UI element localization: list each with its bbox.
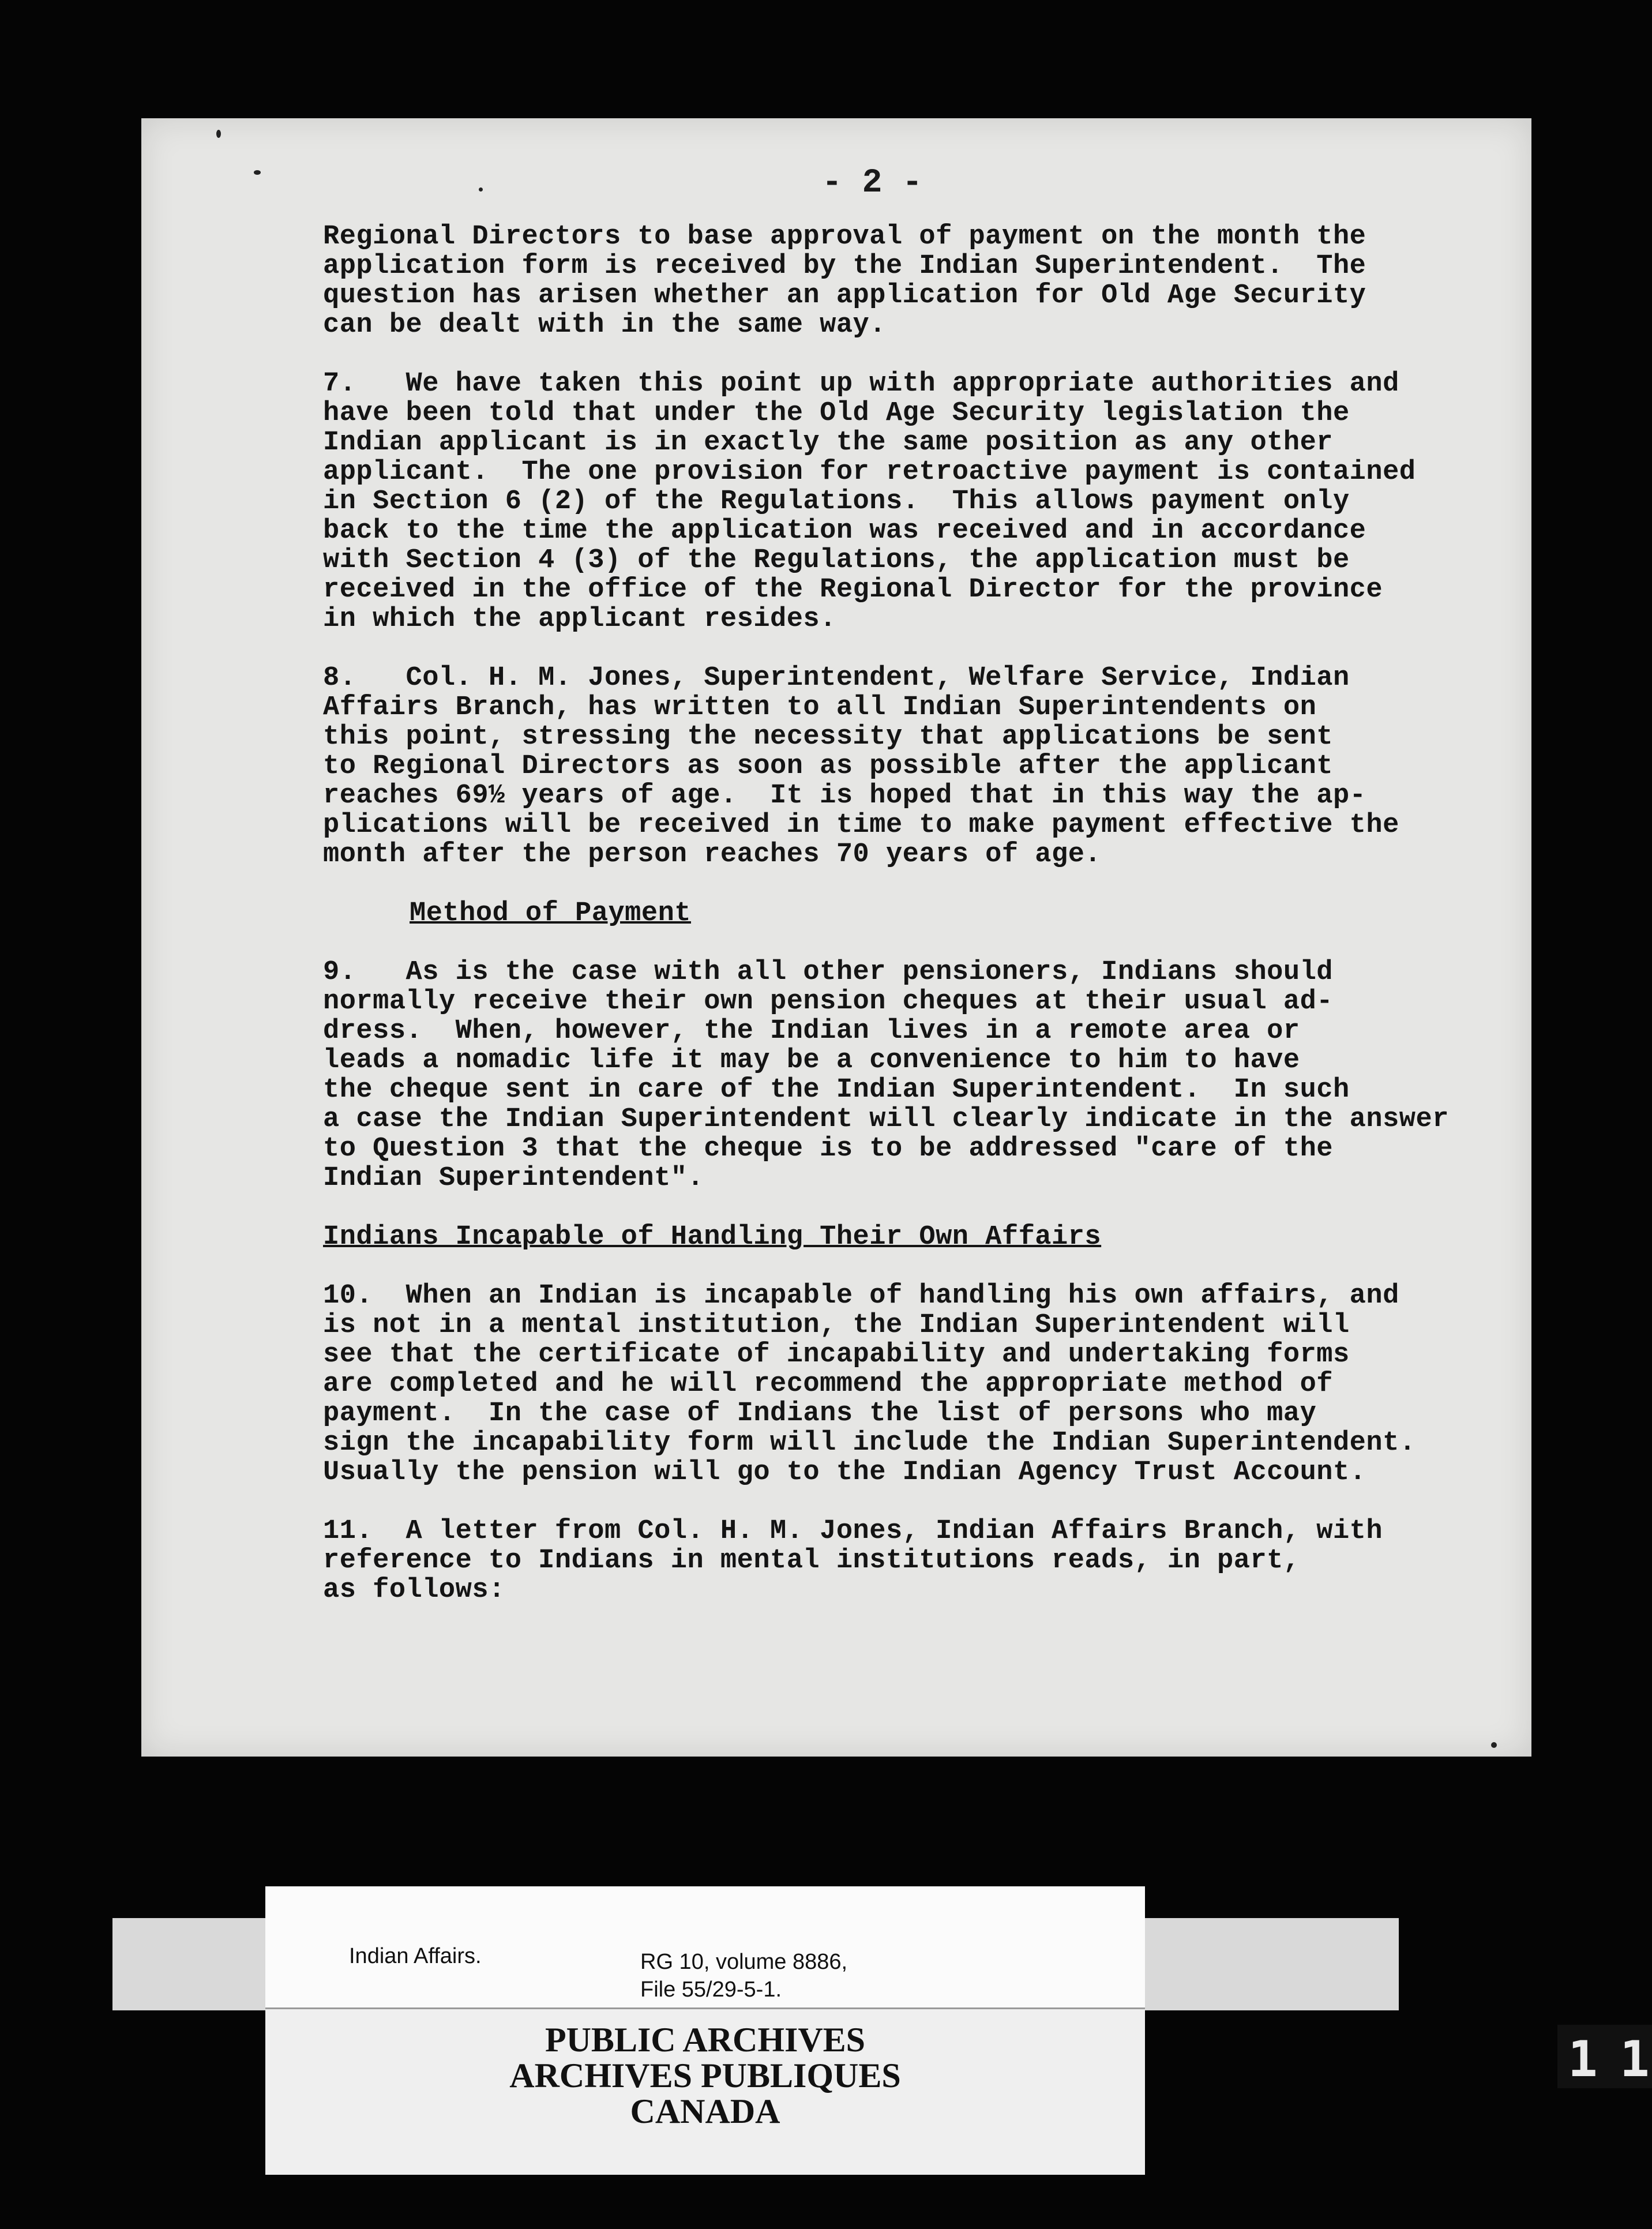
frame-counter [1557, 2025, 1652, 2088]
stamp-line-english: PUBLIC ARCHIVES [545, 2021, 866, 2059]
paragraph-8: 8. Col. H. M. Jones, Superintendent, Welfare Service, Indian Affairs Branch, has written to all Indian Superintendents on this point, stressing the necessity that applications be sent to Regional Directors as soon as possible after the applicant reaches 69½ years of age. It is hoped that in this way the ap- plications will be received in time to make payment effective the month after the person reaches 70 years of age. [323, 663, 1399, 870]
label-department: Indian Affairs. [349, 1944, 482, 1968]
label-reference-volume: RG 10, volume 8886, [640, 1950, 848, 1974]
stamp-line-country: CANADA [630, 2092, 780, 2130]
heading-method-of-payment: Method of Payment [410, 898, 691, 929]
stamp-line-french: ARCHIVES PUBLIQUES [509, 2057, 901, 2095]
film-speck [254, 170, 261, 175]
paragraph-9: 9. As is the case with all other pensioners, Indians should normally receive their own pension cheques at their usual ad- dress. When, however, the Indian lives in a remote area or leads a nomadic life it may be a convenience to him to have the cheque sent in care of the Indian Superintendent. In such a case the Indian Superintendent will clearly indicate in the answer to Question 3 that the cheque is to be addressed "care of the Indian Superintendent". [323, 957, 1449, 1194]
paragraph-7: 7. We have taken this point up with appropriate authorities and have been told that under the Old Age Security legislation the Indian applicant is in exactly the same position as any other applicant. The one provision for retroactive payment is contained in Section 6 (2) of the Regulations. This allows payment only back to the time the application was received and in accordance with Section 4 (3) of the Regulations, the application must be received in the office of the Regional Director for the province in which the applicant resides. [323, 369, 1416, 635]
paragraph-continuation: Regional Directors to base approval of payment on the month the application form is received by the Indian Superintendent. The question has arisen whether an application for Old Age Security can be dealt with in the same way. [323, 222, 1366, 340]
paragraph-11: 11. A letter from Col. H. M. Jones, Indian Affairs Branch, with reference to Indians in mental institutions reads, in part, as follows: [323, 1516, 1383, 1605]
public-archives-stamp [265, 2022, 1145, 2129]
label-reference-file: File 55/29-5-1. [640, 1977, 782, 2002]
archive-reference-slip [265, 1886, 1145, 2009]
document-page [141, 118, 1531, 1757]
film-speck [1491, 1742, 1497, 1748]
paragraph-10: 10. When an Indian is incapable of handling his own affairs, and is not in a mental institution, the Indian Superintendent will see that the certificate of incapability and undertaking forms are completed and he will recommend the appropriate method of payment. In the case of Indians the list of persons who may sign the incapability form will include the Indian Superintendent. Usually the pension will go to the Indian Agency Trust Account. [323, 1281, 1416, 1488]
frame-counter-digit: 1 [1620, 2031, 1650, 2088]
frame-counter-digit: 1 [1568, 2031, 1598, 2088]
archive-label-card [265, 1886, 1145, 2175]
document-body [323, 222, 1477, 1634]
film-speck [216, 130, 221, 138]
film-speck [479, 187, 483, 192]
heading-indians-incapable: Indians Incapable of Handling Their Own Affairs [323, 1222, 1102, 1252]
page-number: - 2 - [822, 164, 923, 202]
